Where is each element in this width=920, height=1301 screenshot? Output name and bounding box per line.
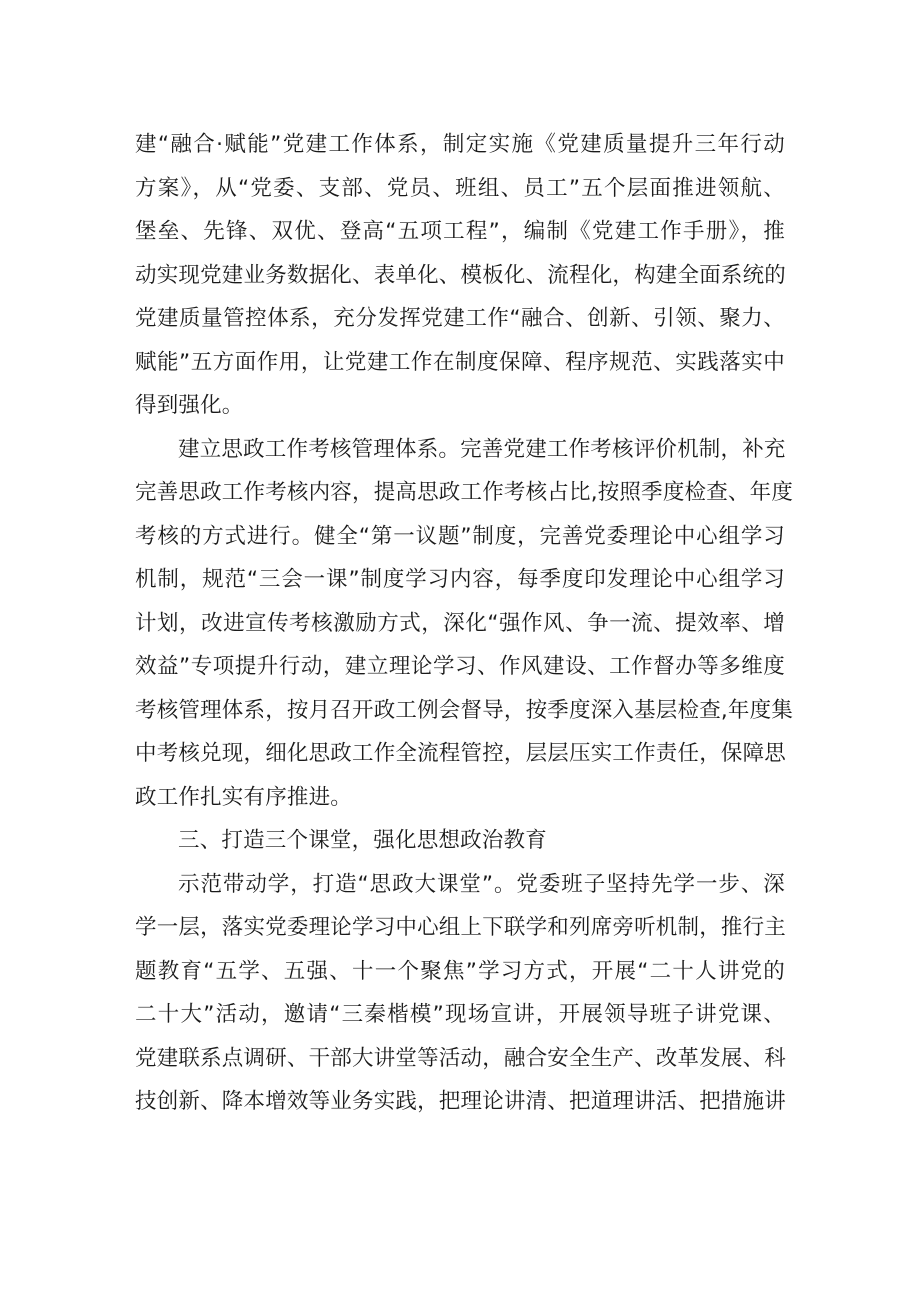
text-line: 示范带动学，打造“思政大课堂”。党委班子坚持先学一步、深 — [178, 871, 785, 897]
text-line: 考核管理体系，按月召开政工例会督导，按季度深入基层检查,年度集 — [135, 697, 794, 723]
text-line: 技创新、降本增效等业务实践，把理论讲清、把道理讲活、把措施讲 — [135, 1089, 787, 1114]
text-line: 二十大”活动，邀请“三秦楷模”现场宣讲，开展领导班子讲党课、 — [135, 1002, 785, 1027]
text-line: 堡垒、先锋、双优、登高“五项工程”，编制《党建工作手册》，推 — [135, 219, 785, 244]
paragraph-p1 — [135, 123, 785, 428]
text-line: 党建联系点调研、干部大讲堂等活动，融合安全生产、改革发展、科 — [135, 1045, 787, 1071]
text-line: 效益”专项提升行动，建立理论学习、作风建设、工作督办等多维度 — [135, 654, 785, 679]
paragraph-p2 — [135, 428, 794, 820]
text-line: 赋能”五方面作用，让党建工作在制度保障、程序规范、实践落实中 — [135, 349, 785, 375]
paragraph-p4 — [135, 863, 785, 1124]
document-body — [135, 123, 794, 1124]
text-line: 考核的方式进行。健全“第一议题”制度，完善党委理论中心组学习 — [135, 523, 785, 549]
text-line: 计划，改进宣传考核激励方式，深化“强作风、争一流、提效率、增 — [135, 610, 785, 636]
text-line: 建“融合·赋能”党建工作体系，制定实施《党建质量提升三年行动 — [135, 132, 785, 157]
text-line: 党建质量管控体系，充分发挥党建工作“融合、创新、引领、聚力、 — [135, 306, 785, 331]
text-line: 三、打造三个课堂，强化思想政治教育 — [178, 828, 547, 853]
paragraph-p3 — [135, 819, 785, 863]
text-line: 动实现党建业务数据化、表单化、模板化、流程化，构建全面系统的 — [135, 262, 787, 288]
text-line: 政工作扎实有序推进。 — [135, 784, 353, 810]
text-line: 完善思政工作考核内容，提高思政工作考核占比,按照季度检查、年度 — [135, 480, 794, 505]
text-line: 得到强化。 — [135, 393, 244, 418]
text-line: 建立思政工作考核管理体系。完善党建工作考核评价机制，补充 — [178, 436, 786, 462]
text-line: 方案》，从“党委、支部、党员、班组、员工”五个层面推进领航、 — [135, 175, 785, 201]
text-line: 题教育“五学、五强、十一个聚焦”学习方式，开展“二十人讲党的 — [135, 958, 785, 984]
text-line: 学一层，落实党委理论学习中心组上下联学和列席旁听机制，推行主 — [135, 915, 787, 940]
text-line: 机制，规范“三会一课”制度学习内容，每季度印发理论中心组学习 — [135, 567, 785, 592]
text-line: 中考核兑现，细化思政工作全流程管控，层层压实工作责任，保障思 — [135, 741, 787, 766]
